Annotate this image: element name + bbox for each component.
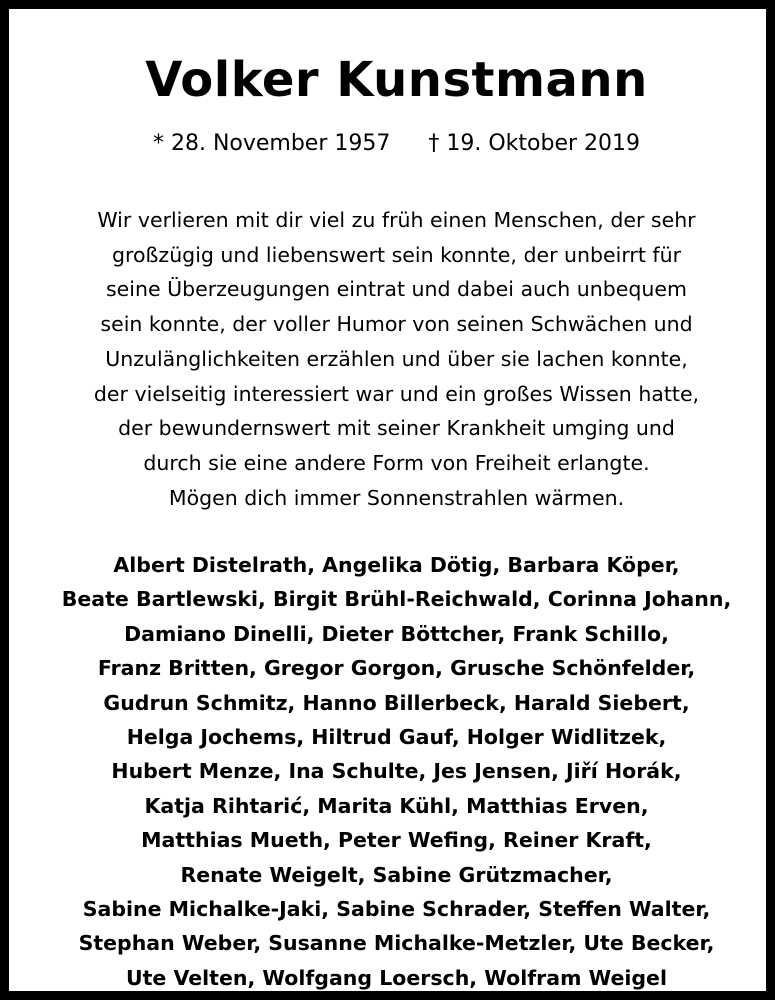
tribute-line: durch sie eine andere Form von Freiheit erlangte. xyxy=(143,450,650,475)
signers-line: Albert Distelrath, Angelika Dötig, Barbara Köper, xyxy=(113,553,680,577)
signers-line: Damiano Dinelli, Dieter Böttcher, Frank Schillo, xyxy=(124,621,669,646)
tribute-line: seine Überzeugungen eintrat und dabei auch unbequem xyxy=(105,277,687,302)
signers-line: Sabine Michalke-Jaki, Sabine Schrader, Steffen Walter, xyxy=(82,897,711,922)
tribute-line: der vielseitig interessiert war und ein großes Wissen hatte, xyxy=(93,381,700,406)
deceased-name: Volker Kunstmann xyxy=(145,52,648,108)
signers-line: Katja Rihtarić, Marita Kühl, Matthias Erven, xyxy=(144,793,649,818)
signers-line: Franz Britten, Gregor Gorgon, Grusche Schönfelder, xyxy=(97,656,696,681)
signers-line: Matthias Mueth, Peter Wefing, Reiner Kraft, xyxy=(141,828,652,853)
signers-line: Beate Bartlewski, Birgit Brühl-Reichwald, Corinna Johann, xyxy=(61,587,732,612)
death-date: † 19. Oktober 2019 xyxy=(428,131,641,156)
signers-line: Ute Velten, Wolfgang Loersch, Wolfram Weigel xyxy=(125,965,667,990)
tribute-line: großzügig und liebenswert sein konnte, der unbeirrt für xyxy=(111,242,682,267)
signers-line: Stephan Weber, Susanne Michalke-Metzler, Ute Becker, xyxy=(78,931,715,956)
life-dates xyxy=(9,129,775,159)
signers-list xyxy=(9,548,775,995)
tribute-line: sein konnte, der voller Humor von seinen Schwächen und xyxy=(100,312,693,337)
tribute-text xyxy=(9,203,775,515)
tribute-line: der bewundernswert mit seiner Krankheit umging und xyxy=(118,416,675,441)
tribute-line: Wir verlieren mit dir viel zu früh einen Menschen, der sehr xyxy=(97,208,696,232)
tribute-line: Unzulänglichkeiten erzählen und über sie lachen konnte, xyxy=(105,346,688,371)
signers-line: Renate Weigelt, Sabine Grützmacher, xyxy=(180,862,613,887)
signers-line: Gudrun Schmitz, Hanno Billerbeck, Harald Siebert, xyxy=(103,690,690,715)
tribute-line: Mögen dich immer Sonnenstrahlen wärmen. xyxy=(168,485,625,510)
signers-line: Helga Jochems, Hiltrud Gauf, Holger Widlitzek, xyxy=(126,725,667,750)
birth-date: * 28. November 1957 xyxy=(152,131,391,156)
signers-line: Hubert Menze, Ina Schulte, Jes Jensen, Jiří Horák, xyxy=(111,759,682,784)
